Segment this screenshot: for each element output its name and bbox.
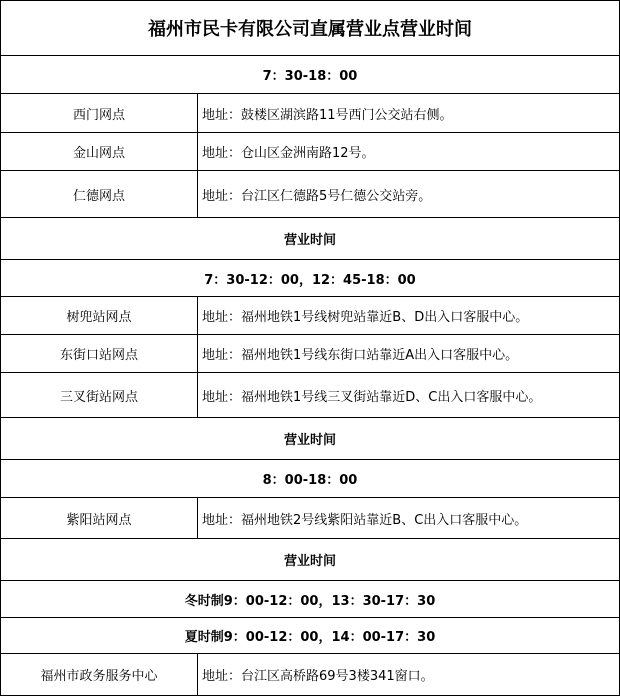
- winter-hours: [1, 581, 619, 617]
- hours-row-1: [1, 56, 619, 94]
- point-row: [1, 133, 619, 171]
- winter-hours-row: [1, 581, 619, 618]
- section-heading: 营业时间: [283, 433, 336, 448]
- hours-row-3: [1, 460, 619, 498]
- section-heading-row: [1, 218, 619, 260]
- point-address: 地址：福州地铁2号线紫阳站靠近B、C出入口客服中心。: [202, 512, 528, 528]
- point-row: [1, 373, 619, 418]
- hours-row-2: [1, 260, 619, 297]
- point-address: 地址：台江区仁德路5号仁德公交站旁。: [202, 188, 432, 204]
- page-title: 福州市民卡有限公司直属营业点营业时间: [148, 19, 472, 40]
- point-address: 地址：福州地铁1号线树兜站靠近B、D出入口客服中心。: [202, 310, 529, 325]
- point-row: [1, 498, 619, 539]
- point-row: [1, 654, 619, 695]
- point-row: [1, 335, 619, 373]
- point-address: 地址：鼓楼区湖滨路11号西门公交站右侧。: [202, 107, 453, 123]
- point-name: 三叉街站网点: [1, 373, 198, 417]
- section-heading: 营业时间: [283, 554, 336, 569]
- point-address: 地址：福州地铁1号线三叉街站靠近D、C出入口客服中心。: [202, 389, 542, 405]
- point-name: 福州市政务服务中心: [1, 654, 198, 695]
- section-heading-row: [1, 418, 619, 460]
- point-address: 地址：福州地铁1号线东街口站靠近A出入口客服中心。: [202, 348, 519, 363]
- point-row: [1, 94, 619, 133]
- point-name: 紫阳站网点: [1, 498, 198, 538]
- summer-label: 夏时制: [184, 630, 224, 645]
- point-name: 金山网点: [1, 133, 198, 170]
- point-row: [1, 171, 619, 218]
- section-heading-row: [1, 539, 619, 581]
- point-address: 地址：台江区高桥路69号3楼341窗口。: [202, 669, 434, 684]
- hours-text: 7：30-12：00，12：45-18：00: [204, 272, 416, 288]
- hours-text: 8：00-18：00: [262, 473, 358, 488]
- point-name: 西门网点: [1, 94, 198, 132]
- winter-label: 冬时制: [184, 593, 224, 609]
- section-heading: 营业时间: [283, 233, 336, 248]
- summer-hours-row: [1, 618, 619, 654]
- point-name: 东街口站网点: [1, 335, 198, 372]
- summer-hours: [1, 618, 619, 653]
- hours-text: 7：30-18：00: [262, 69, 358, 84]
- summer-hours-text: 9：00-12：00，14：00-17：30: [223, 630, 436, 645]
- point-name: 树兜站网点: [1, 297, 198, 334]
- winter-hours-text: 9：00-12：00，13：30-17：30: [223, 593, 436, 609]
- point-row: [1, 297, 619, 335]
- point-address: 地址：仓山区金洲南路12号。: [202, 146, 375, 161]
- title-row: [1, 1, 619, 56]
- point-name: 仁德网点: [1, 171, 198, 217]
